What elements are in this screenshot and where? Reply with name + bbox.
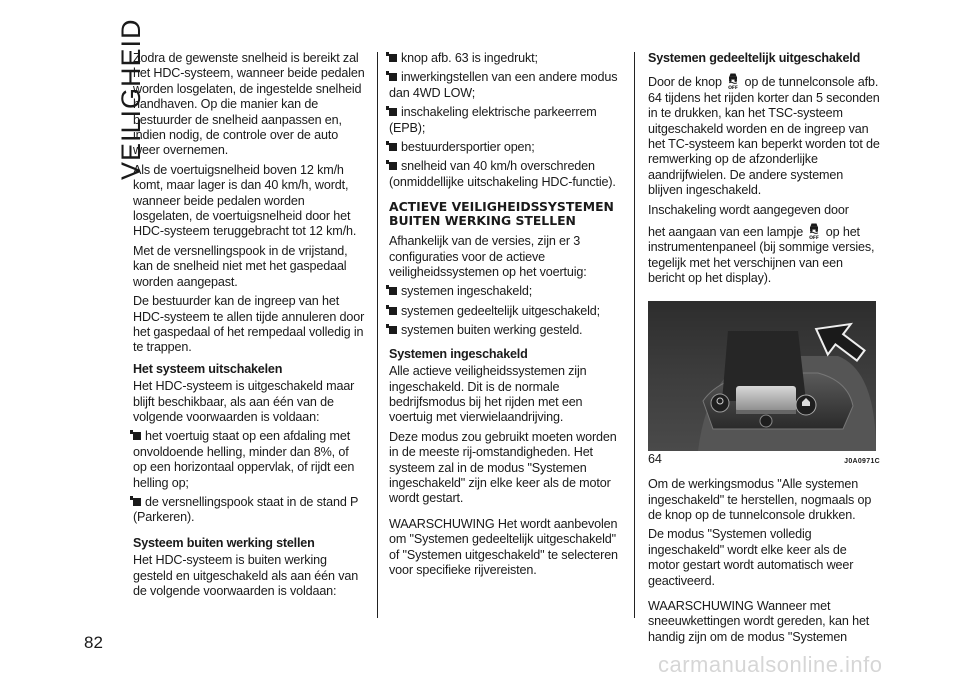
bullet-text: de versnellingspook staat in de stand P (Parkeren).: [133, 494, 359, 525]
paragraph: Het HDC-systeem is uitgeschakeld maar blijft beschikbaar, als aan één van de volgende voorwaarden is voldaan:: [133, 379, 355, 424]
paragraph-text: op de tunnelconsole afb. 64 tijdens het rijden korter dan 5 seconden in te drukken, kan het TSC-systeem uitgeschakeld worden en de ingreep van het TC-systeem kan beperkt worden tot de remwerking op de afzonderlijke aandrijfwielen. De andere systemen blijven ingeschakeld.: [648, 75, 880, 198]
figure-code: J0A0971C: [844, 457, 880, 465]
paragraph: Met de versnellingspook in de vrijstand, kan de snelheid niet met het gaspedaal worden aangepast.: [133, 243, 348, 289]
paragraph: Zodra de gewenste snelheid is bereikt zal het HDC-systeem, wanneer beide pedalen worden losgelaten, de ingestelde snelheid handhaven. Op die manier kan de bestuurder de snelheid aanpassen en, indien nodig, de controle over de auto weer overnemen.: [133, 51, 365, 158]
bullet-item: [389, 304, 621, 319]
bullet-item: [133, 429, 365, 491]
subheading: Systeem buiten werking stellen: [133, 535, 315, 550]
paragraph: Het HDC-systeem is buiten werking gesteld en uitgeschakeld als aan één van de volgende voorwaarden is voldaan:: [133, 553, 359, 598]
bullet-text: snelheid van 40 km/h overschreden (onmiddellijke uitschakeling HDC-functie).: [389, 159, 616, 189]
bullet-item: [389, 70, 621, 101]
subheading: Systemen ingeschakeld: [389, 346, 528, 361]
warning-paragraph: WAARSCHUWING Wanneer met sneeuwkettingen wordt gereden, kan het handig zijn om de modus "Systemen: [648, 598, 870, 644]
bullet-item: [389, 284, 621, 299]
figure-caption: [648, 452, 880, 469]
watermark: carmanualsonline.info: [658, 652, 883, 677]
section-title: VEILIGHEID: [116, 18, 146, 180]
paragraph-text: het aangaan van een lampje: [648, 225, 804, 240]
bullet-item: [389, 105, 621, 136]
hdc-off-lamp-icon: [808, 222, 820, 240]
bullet-text: bestuurdersportier open;: [401, 140, 535, 155]
section-title-vertical: [72, 18, 146, 180]
section-heading: ACTIEVE VEILIGHEIDSSYSTEMEN BUITEN WERKING STELLEN: [389, 199, 614, 229]
paragraph-text: op het instrumentenpaneel (bij sommige versies, tegelijk met het verschijnen van een bericht op het display).: [648, 225, 875, 286]
text-column-3: [648, 51, 880, 649]
text-column-1: [133, 51, 365, 603]
paragraph: De bestuurder kan de ingreep van het HDC-systeem te allen tijde annuleren door het gaspedaal of het rempedaal volledig in te trappen.: [133, 294, 365, 355]
bullet-item: [389, 323, 621, 338]
square-bullet-icon: [389, 54, 397, 62]
tunnel-console-photo: [648, 301, 876, 451]
bullet-text: inwerkingstellen van een andere modus dan 4WD LOW;: [389, 70, 618, 100]
bullet-text: systemen ingeschakeld;: [401, 284, 533, 299]
square-bullet-icon: [389, 287, 397, 295]
hdc-off-switch-icon: [727, 72, 739, 90]
square-bullet-icon: [389, 162, 397, 170]
paragraph: Als de voertuigsnelheid boven 12 km/h komt, maar lager is dan 40 km/h, wordt, wanneer beide pedalen worden losgelaten, de voertuigsnelheid door het HDC-systeem teruggebracht tot 12 km/h.: [133, 162, 357, 239]
bullet-text: inschakeling elektrische parkeerrem (EPB);: [389, 105, 597, 135]
svg-text:OFF: OFF: [728, 86, 739, 91]
square-bullet-icon: [389, 143, 397, 151]
paragraph: Deze modus zou gebruikt moeten worden in de meeste rij-omstandigheden. Het systeem zal in de modus "Systemen ingeschakeld" zijn elke keer als de motor wordt gestart.: [389, 429, 617, 506]
bullet-text: systemen buiten werking gesteld.: [401, 323, 583, 338]
square-bullet-icon: [389, 73, 397, 81]
page-number: 82: [84, 633, 103, 652]
svg-text:OFF: OFF: [809, 236, 820, 241]
bullet-item: [389, 51, 621, 66]
bullet-item: [133, 495, 365, 526]
subheading: Het systeem uitschakelen: [133, 361, 283, 376]
paragraph: Om de werkingsmodus "Alle systemen ingeschakeld" te herstellen, nogmaals op de knop op de tunnelconsole drukken.: [648, 477, 872, 522]
column-divider: [634, 52, 635, 618]
text-column-2: [389, 51, 621, 582]
figure-tunnel-console: [648, 301, 876, 451]
warning-paragraph: WAARSCHUWING Het wordt aanbevolen om "Systemen gedeeltelijk uitgeschakeld" of "Systemen uitgeschakeld" te selecteren voor specifieke rijvereisten.: [389, 516, 618, 577]
bullet-text: knop afb. 63 is ingedrukt;: [401, 51, 538, 65]
square-bullet-icon: [389, 307, 397, 315]
paragraph: Inschakeling wordt aangegeven door: [648, 202, 849, 217]
column-divider: [377, 52, 378, 618]
bullet-text: systemen gedeeltelijk uitgeschakeld;: [401, 303, 601, 318]
square-bullet-icon: [133, 498, 141, 506]
subheading: Systemen gedeeltelijk uitgeschakeld: [648, 51, 861, 65]
bullet-item: [389, 159, 621, 190]
paragraph: De modus "Systemen volledig ingeschakeld" wordt elke keer als de motor gestart wordt automatisch weer geactiveerd.: [648, 527, 854, 588]
square-bullet-icon: [133, 432, 141, 440]
paragraph: Afhankelijk van de versies, zijn er 3 configuraties voor de actieve veiligheidssystemen op het voertuig:: [389, 234, 587, 280]
paragraph: [648, 72, 880, 198]
paragraph: Alle actieve veiligheidssystemen zijn ingeschakeld. Dit is de normale bedrijfsmodus bij het rijden met een voertuig met vierwielaandrijving.: [389, 364, 587, 425]
paragraph-text: Door de knop: [648, 75, 722, 90]
bullet-text: het voertuig staat op een afdaling met onvoldoende helling, minder dan 8%, of op een horizontaal oppervlak, of rijdt een helling op;: [133, 429, 355, 490]
figure-number: 64: [648, 451, 662, 466]
square-bullet-icon: [389, 108, 397, 116]
paragraph: [648, 222, 880, 287]
square-bullet-icon: [389, 326, 397, 334]
bullet-item: [389, 140, 621, 155]
